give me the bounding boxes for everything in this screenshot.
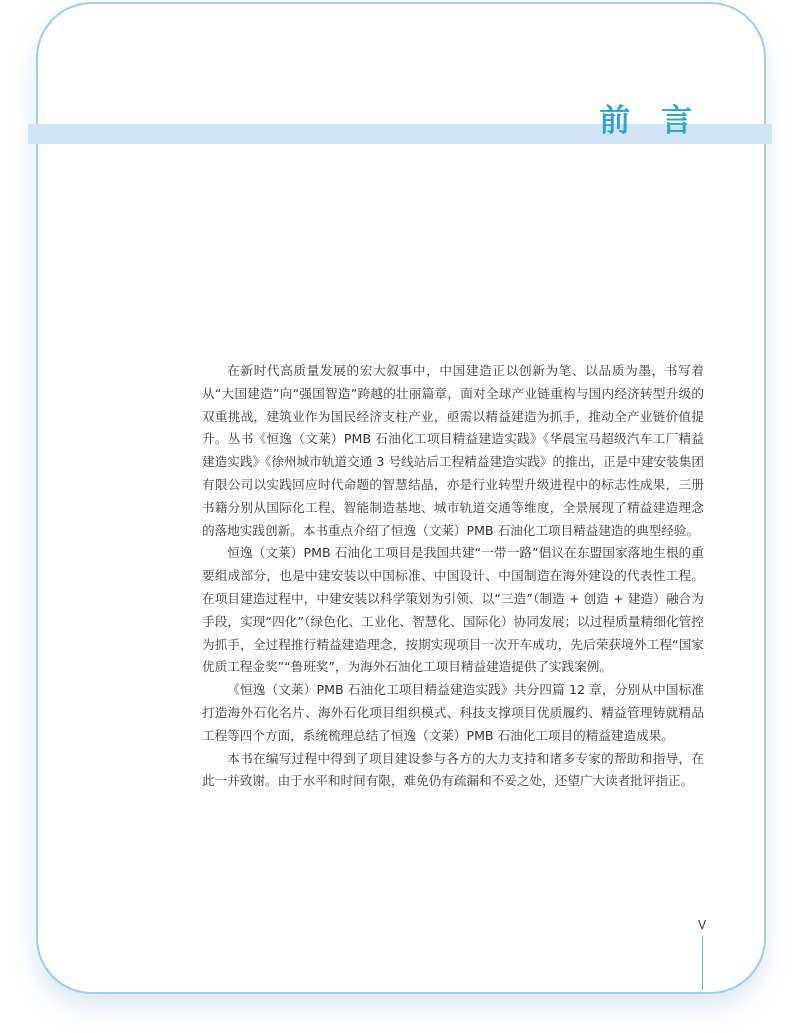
paragraph-3: 《恒逸（文莱）PMB 石油化工项目精益建造实践》共分四篇 12 章，分别从中国标准打造海外石化名片、海外石化项目组织模式、科技支撑项目优质履约、精益管理铸就精品工程等四个方面，系统梳理总结了恒逸（文莱）PMB 石油化工项目的精益建造成果。 <box>202 682 704 743</box>
page-number-rule <box>702 936 703 990</box>
paragraph-1: 在新时代高质量发展的宏大叙事中，中国建造正以创新为笔、以品质为墨，书写着从“大国建造”向“强国智造”跨越的壮丽篇章，面对全球产业链重构与国内经济转型升级的双重挑战，建筑业作为国民经济支柱产业，亟需以精益建造为抓手，推动全产业链价值提升。丛书《恒逸（文莱）PMB 石油化工项目精益建造实践》《华晨宝马超级汽车工厂精益建造实践》《徐州城市轨道交通 3 号线站后工程精益建造实践》的推出，正是中建安装集团有限公司以实践回应时代命题的智慧结晶，亦是行业转型升级进程中的标志性成果，三册书籍分别从国际化工程、智能制造基地、城市轨道交通等维度，全景展现了精益建造理念的落地实践创新。本书重点介绍了恒逸（文莱）PMB 石油化工项目精益建造的典型经验。 <box>202 363 704 538</box>
paragraph-2: 恒逸（文莱）PMB 石油化工项目是我国共建“一带一路”倡议在东盟国家落地生根的重要组成部分，也是中建安装以中国标准、中国设计、中国制造在海外建设的代表性工程。在项目建造过程中，中建安装以科学策划为引领、以“三造”（制造 + 创造 + 建造）融合为手段，实现“四化”（绿色化、工业化、智慧化、国际化）协同发展；以过程质量精细化管控为抓手，全过程推行精益建造理念，按期实现项目一次开车成功，先后荣获境外工程“国家优质工程金奖”“鲁班奖”，为海外石油化工项目精益建造提供了实践案例。 <box>202 545 704 675</box>
preface-body <box>202 360 704 793</box>
paragraph-4: 本书在编写过程中得到了项目建设参与各方的大力支持和诸多专家的帮助和指导，在此一并致谢。由于水平和时间有限，难免仍有疏漏和不妥之处，还望广大读者批评指正。 <box>202 750 704 789</box>
page-number: V <box>698 918 707 932</box>
page-title: 前 言 <box>599 103 702 139</box>
